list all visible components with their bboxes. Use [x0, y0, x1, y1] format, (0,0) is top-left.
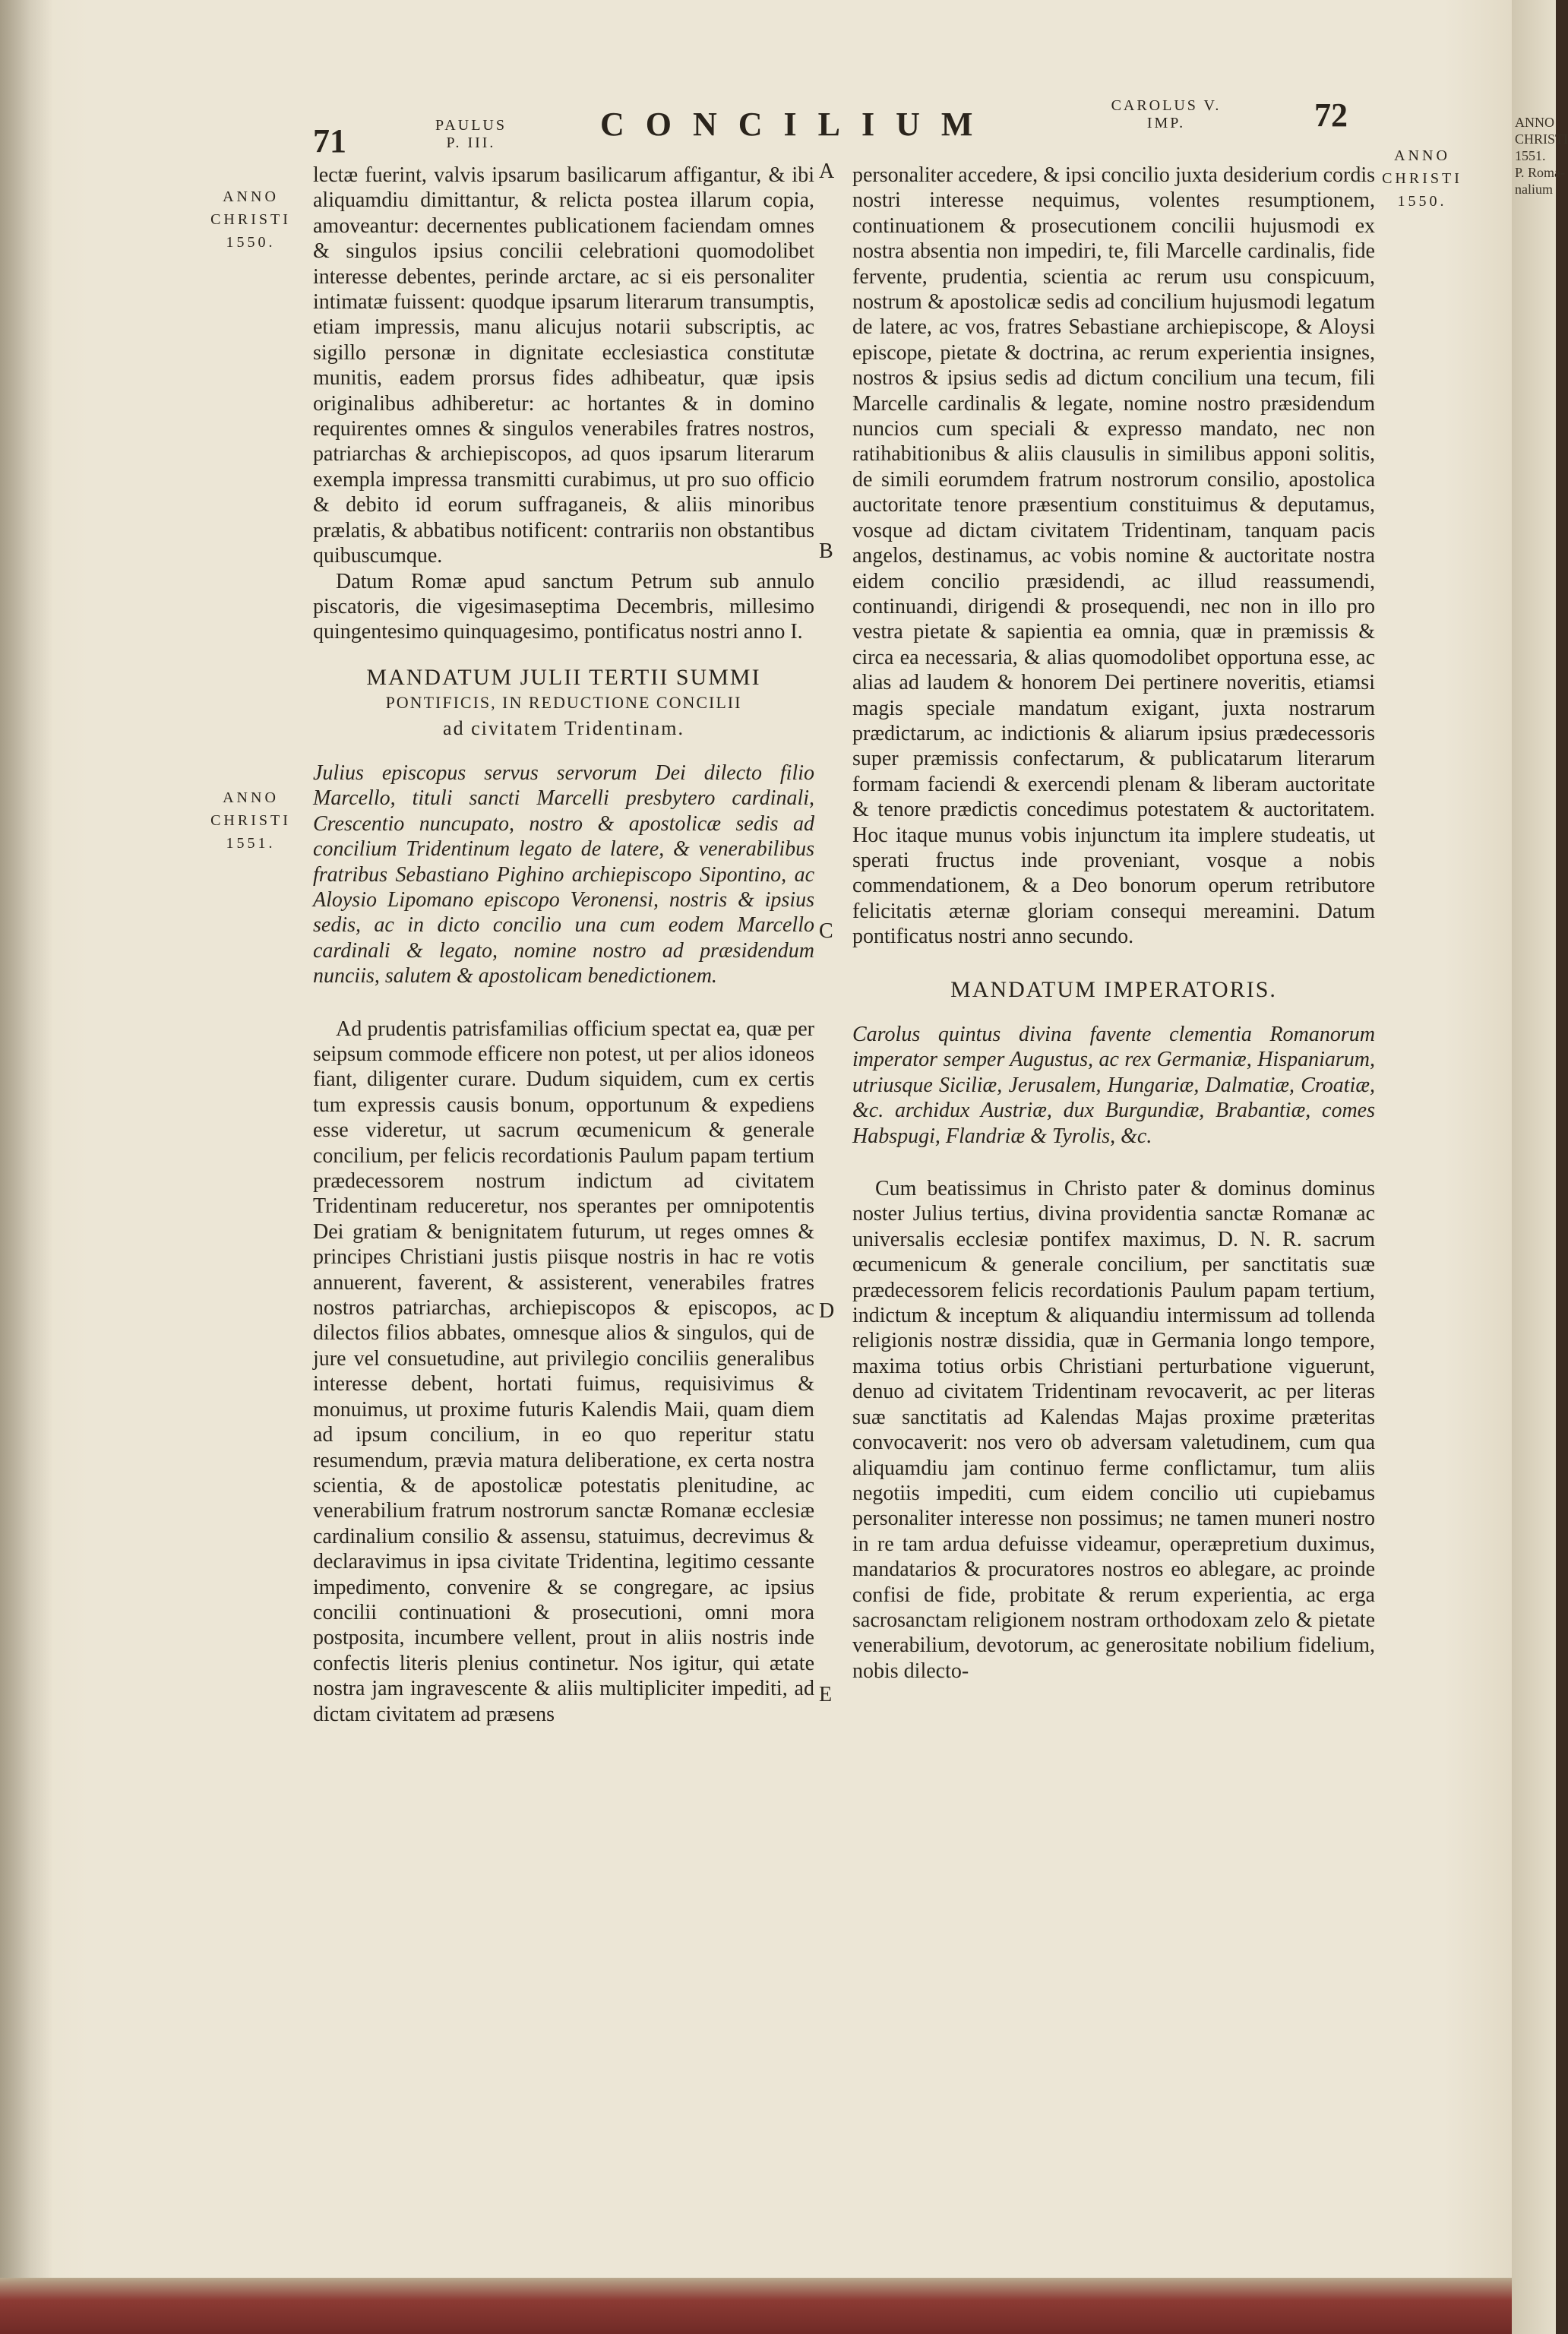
section-heading: MANDATUM JULII TERTII SUMMI	[366, 664, 761, 690]
paragraph: Ad prudentis patrisfamilias officium spectat ea, quæ per seipsum commode efficere non potest, ut per alios idoneos fiant, diligenter curare. Dudum siquidem, cum ex certis tum expressis causis bonum, opportunum & expediens esse videretur, ut sacrum œcumenicum & generale concilium, per felicis recordationis Paulum papam tertium prædecessorem nostrum indictum ad civitatem Tridentinam reduceretur, nos sperantes per omnipotentis Dei gratiam & benignitatem futurum, ut reges omnes & principes Christiani justis piisque nostris in hac re votis annuerent, faverent, & assisterent, venerabiles fratres nostros patriarchas, archiepiscopos & episcopos, ac dilectos filios abbates, omnesque alios & singulos, qui de jure vel consuetudine, aut privilegio conciliis generalibus interesse debent, hortati fuimus, requisivimus & monuimus, ut proxime futuris Kalendis Maii, quam diem ad ipsum concilium, in eo quo reperitur statu resumendum, prævia matura deliberatione, ex certa nostra scientia, & de apostolicæ potestatis plenitudine, ac venerabilium fratrum nostrorum sanctæ Romanæ ecclesiæ cardinalium consilio & assensu, statuimus, decrevimus & declaravimus in ipsa civitate Tridentina, legitimo cessante impedimento, convenire & se congregare, ac ipsius concilii continuationi & prosecutioni, omni mora postposita, incumbere vellent, prout in aliis nostris inde confectis literis plenius continetur. Nos igitur, qui ætate nostra jam ingravescente & aliis multipliciter impediti, ad dictam civitatem ad præsens	[313, 1017, 814, 1726]
section-letter-d: D	[819, 1299, 835, 1323]
page-number-left: 71	[313, 122, 346, 160]
section-letter-c: C	[819, 919, 833, 943]
next-page-line: P. Roma-	[1515, 165, 1566, 180]
paragraph: Cum beatissimus in Christo pater & dominus dominus noster Julius tertius, divina providentia sanctæ Romanæ ac universalis ecclesiæ pontifex maximus, D. N. R. sacrum œcumenicum & generale concilium, per sanctitatis suæ prædecessorem felicis recordationis Paulum papam tertium, indictum & inceptum & aliquandiu intermissum ad tollenda religionis nostræ dissidia, quæ in Germania longo tempore, maxima totius orbis Christiani perturbatione viguerunt, denuo ad civitatem Tridentinam revocaverit, ac per literas suæ sanctitatis ad Kalendas Majas proxime præteritas convocaverit: nos vero ob adversam valetudinem, cum qua aliquamdiu jam continuo ferme conflictamur, tum aliis negotiis impediti, cum eidem concilio uti cupiebamus personaliter interesse non possimus; ne tamen muneri nostro in re tam ardua defuisse videamur, operæpretium duximus, mandatarios & procuratores nostros eo ablegare, ac proinde confisi de fide, probitate & rerum experientia, ac erga sacrosanctam religionem nostram orthodoxam zelo & pietate venerabilium, devotorum, ac generositate nobilium fidelium, nobis dilecto-	[852, 1177, 1375, 1683]
margin-note-year-1551	[205, 786, 296, 855]
paragraph-datum: Datum Romæ apud sanctum Petrum sub annulo piscatoris, die vigesimaseptima Decembris, millesimo quingentesimo quinquagesimo, pontificatus nostri anno I.	[313, 569, 814, 644]
next-page-line: ANNO	[1515, 115, 1554, 130]
next-page-edge	[1512, 0, 1568, 2334]
margin-note-line: 1551.	[226, 835, 276, 852]
salutation-block: Carolus quintus divina favente clementia Romanorum imperator semper Augustus, ac rex Germaniæ, Hispaniarum, utriusque Siciliæ, Jerusalem, Hungariæ, Dalmatiæ, Croatiæ, &c. archidux Austriæ, dux Burgundiæ, Brabantiæ, comes Habspugi, Flandriæ & Tyrolis, &c.	[852, 1023, 1375, 1148]
next-page-line: CHRISTI	[1515, 131, 1568, 147]
running-head-right	[1098, 97, 1234, 132]
section-letter-e: E	[819, 1683, 833, 1706]
section-letter-b: B	[819, 539, 833, 563]
margin-note-line: 1550.	[226, 234, 276, 251]
page-edge-binding	[0, 2278, 1512, 2334]
margin-note-year-1550-right	[1377, 144, 1468, 213]
salutation-block: Julius episcopus servus servorum Dei dilecto filio Marcello, tituli sancti Marcelli presbytero cardinali, Crescentio nuncupato, nostro & apostolicæ sedis ad concilium Tridentinum legato de latere, & venerabilibus fratribus Sebastiano Pighino archiepiscopo Sipontino, ac Aloysio Lipomano episcopo Veronensi, nostris & ipsius sedis, ac in dicto concilio una cum eodem Marcello cardinali & legato, nomine nostro ad præsidendum nunciis, salutem & apostolicam benedictionem.	[313, 761, 814, 988]
running-head-right-1: CAROLUS V.	[1111, 97, 1222, 114]
margin-note-line: CHRISTI	[210, 211, 291, 228]
section-subheading-2: ad civitatem Tridentinam.	[443, 716, 684, 739]
paragraph: lectæ fuerint, valvis ipsarum basilicarum affigantur, & ibi aliquamdiu dimittantur, & relicta postea illarum copia, amoveantur: decernentes publicationem faciendam omnes & singulos ipsius concilii celebrationi quomodolibet interesse debentes, perinde arctare, ac si eis personaliter intimatæ fuissent: quodque ipsarum literarum transumptis, etiam impressis, manu alicujus notarii subscriptis, ac sigillo personæ in dignitate ecclesiastica constitutæ munitis, eadem prorsus fides adhibeatur, quæ ipsis originalibus adhiberetur: ac hortantes & in domino requirentes omnes & singulos venerabiles fratres nostros, patriarchas & archiepiscopos, ad quos ipsarum literarum exempla impressa transmitti curabimus, ut pro suo officio & debito id eorum suffraganeis, & aliis minoribus prælatis, & abbatibus notificent: contrariis non obstantibus quibuscumque.	[313, 163, 814, 568]
section-subheading: PONTIFICIS, IN REDUCTIONE CONCILII	[385, 693, 742, 713]
margin-note-line: 1550.	[1397, 193, 1447, 210]
running-head-left	[422, 117, 520, 152]
running-head-left-2: P. III.	[446, 134, 496, 151]
running-title: CONCILIUM	[600, 106, 994, 143]
running-head-right-2: IMP.	[1146, 115, 1186, 131]
margin-note-line: ANNO	[1394, 147, 1450, 164]
right-column	[852, 163, 1375, 1684]
next-page-text	[1515, 114, 1568, 198]
page-number-right: 72	[1314, 96, 1348, 134]
margin-note-line: ANNO	[223, 188, 279, 205]
running-head-left-1: PAULUS	[435, 117, 507, 134]
gutter-shadow	[0, 0, 53, 2334]
section-heading: MANDATUM IMPERATORIS.	[950, 976, 1277, 1002]
next-page-line: nalium	[1515, 182, 1553, 197]
left-column	[313, 163, 814, 1727]
next-page-line: 1551.	[1515, 148, 1546, 163]
margin-note-line: ANNO	[223, 789, 279, 806]
margin-note-line: CHRISTI	[1382, 170, 1462, 187]
margin-note-year-1550	[205, 185, 296, 254]
paragraph: personaliter accedere, & ipsi concilio juxta desiderium cordis nostri interesse nequimus, volentes resumptionem, continuationem & prosecutionem concilii hujusmodi ex nostra absentia non impediri, te, fili Marcelle cardinalis, fide fervente, prudentia, scientia ac rerum usu conspicuum, nostrum & apostolicæ sedis ad concilium hujusmodi legatum de latere, ac vos, fratres Sebastiane archiepiscope, & Aloysi episcope, pietate & doctrina, ac rerum experientia insignes, nostros & ipsius sedis ad dictum concilium una tecum, fili Marcelle cardinalis & legate, nomine nostro præsidendum nuncios cum speciali & expresso mandato, nec non ratihabitionibus & aliis clausulis in similibus apponi solitis, de simili eorumdem fratrum nostrorum consilio, apostolica auctoritate tenore præsentium constituimus & deputamus, vosque ad dictam civitatem Tridentinam, tanquam pacis angelos, destinamus, ac vobis nomine & auctoritate nostra eidem concilio præsidendi, ac illud reassumendi, continuandi, dirigendi & prosequendi, nec non in illo pro vestra pietate & sapientia ea omnia, quæ in præmissis & circa ea necessaria, & alias quomodolibet opportuna esse, ac alias ad laudem & honorem Dei pertinere noveritis, etiamsi magis speciale mandatum exigant, juxta nostrarum prædictarum, ac indictionis & aliarum ipsius prædecessoris super præmissis confectarum, & publicatarum literarum formam faciendi & exercendi plenam & liberam auctoritate & tenore prædictis concedimus potestatem & auctoritatem. Hoc itaque munus vobis injunctum ita implere studeatis, ut sperati fructus inde proveniant, vosque a nobis commendationem, & a Deo bonorum operum retributore felicitatis æternæ gloriam consequi mereamini. Datum pontificatus nostri anno secundo.	[852, 163, 1375, 949]
section-letter-a: A	[819, 160, 835, 183]
margin-note-line: CHRISTI	[210, 812, 291, 829]
